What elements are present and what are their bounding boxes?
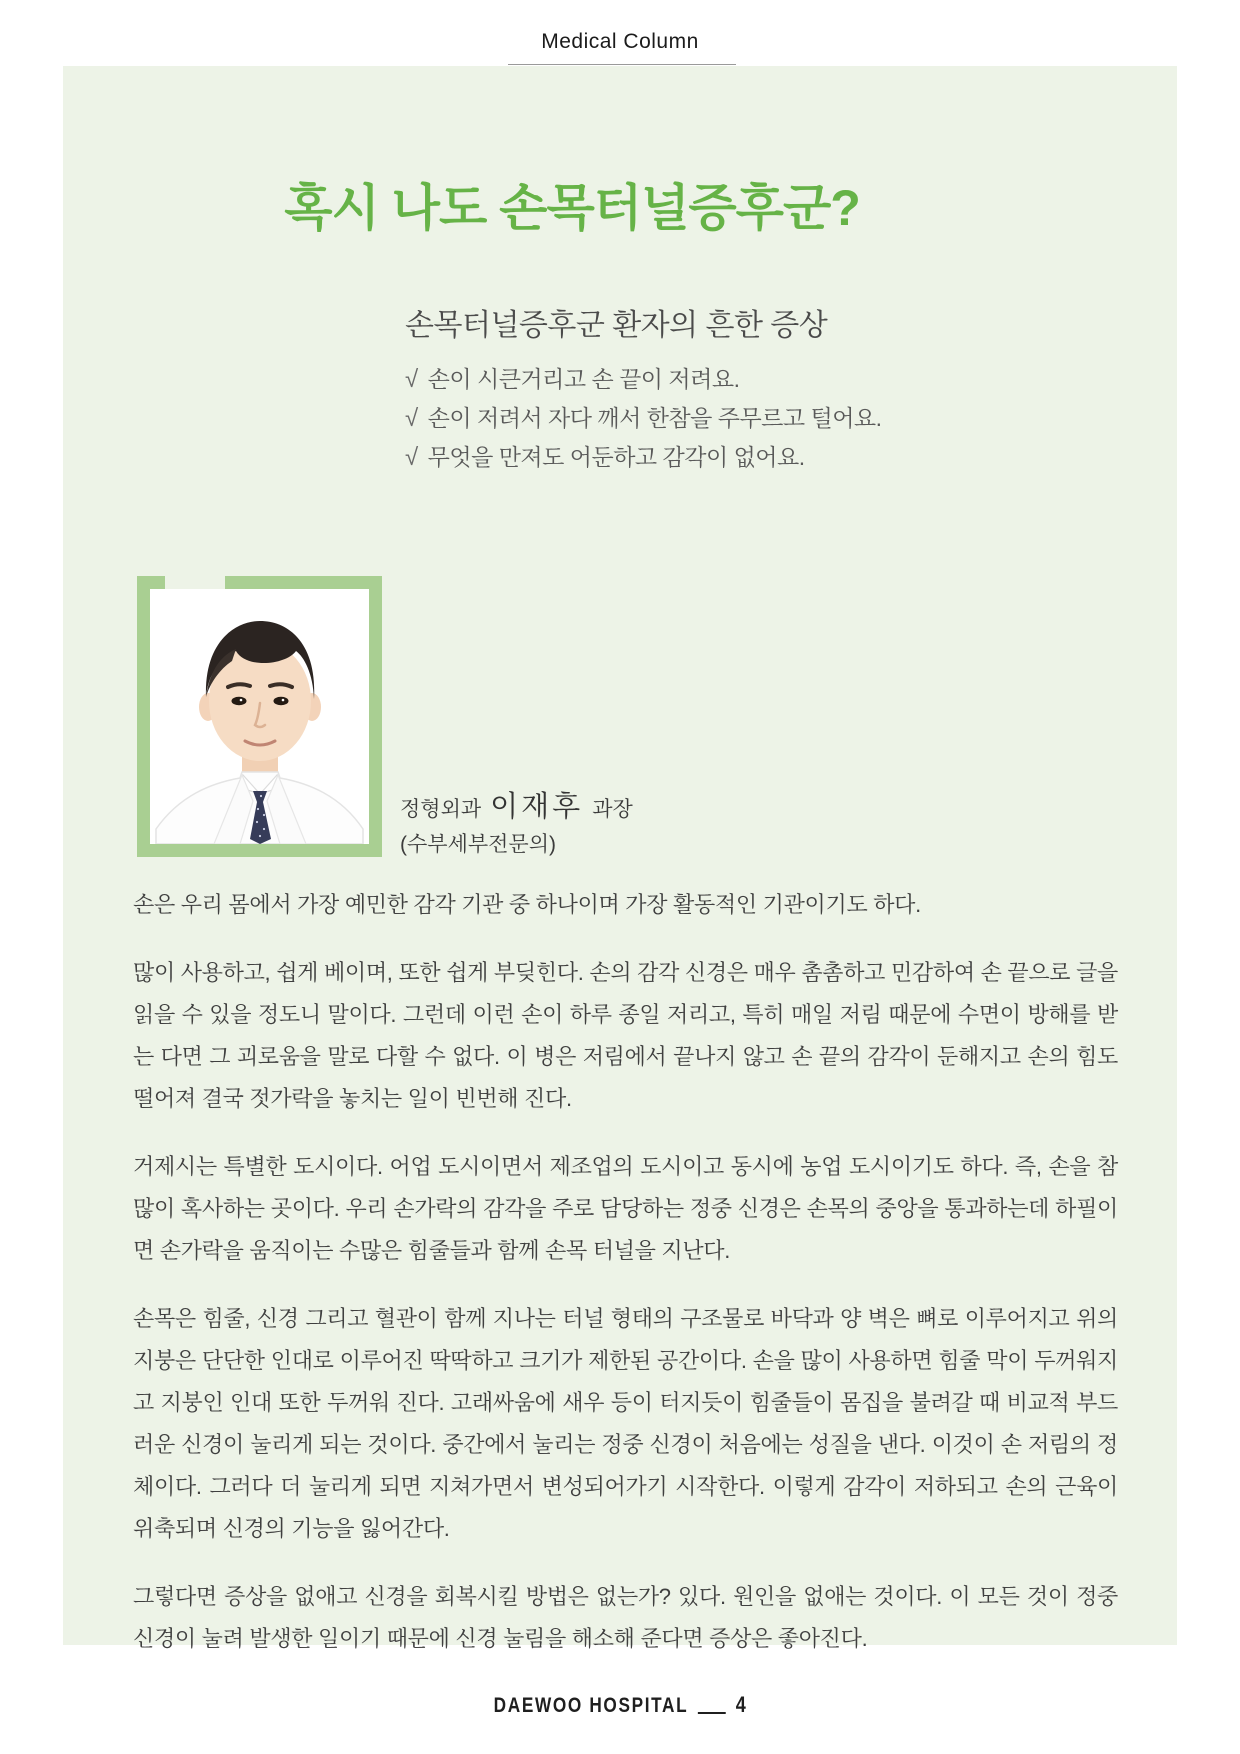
symptoms-heading: 손목터널증후군 환자의 흔한 증상 [405, 309, 828, 342]
footer-page-number: 4 [736, 1692, 747, 1717]
doctor-department: 정형외과 [400, 798, 482, 821]
symptom-item [405, 438, 882, 477]
symptoms-block [405, 300, 882, 477]
doctor-specialty: (수부세부전문의) [400, 833, 556, 856]
footer-dash [698, 1712, 726, 1714]
page-footer [0, 1692, 1240, 1718]
check-icon: √ [405, 444, 418, 471]
column-header-label: Medical Column [541, 30, 699, 53]
check-icon: √ [405, 366, 418, 393]
footer-inner [494, 1692, 746, 1718]
doctor-caption [400, 784, 633, 858]
header-divider [508, 64, 736, 65]
doctor-photo-frame [137, 576, 382, 857]
symptom-text: 무엇을 만져도 어둔하고 감각이 없어요. [427, 444, 805, 470]
footer-hospital-name: DAEWOO HOSPITAL [493, 1694, 689, 1717]
doctor-name: 이재후 [490, 791, 584, 823]
paragraph: 손목은 힘줄, 신경 그리고 혈관이 함께 지나는 터널 형태의 구조물로 바닥과 양 벽은 뼈로 이루어지고 위의 지붕은 단단한 인대로 이루어진 딱딱하고 크기가 제한된 공간이다. 손을 많이 사용하면 힘줄 막이 두꺼워지고 지붕인 인대 또한 두꺼워 진다. 고래싸움에 새우 등이 터지듯이 힘줄들이 몸집을 불려갈 때 비교적 부드러운 신경이 눌리게 되는 것이다. 중간에서 눌리는 정중 신경이 처음에는 성질을 낸다. 이것이 손 저림의 정체이다. 그러다 더 눌리게 되면 지쳐가면서 변성되어가기 시작한다. 이렇게 감각이 저하되고 손의 근육이 위축되며 신경의 기능을 잃어간다. [133, 1306, 1118, 1541]
doctor-job-title: 과장 [592, 798, 633, 821]
paragraph: 그렇다면 증상을 없애고 신경을 회복시킬 방법은 없는가? 있다. 원인을 없애는 것이다. 이 모든 것이 정중 신경이 눌려 발생한 일이기 때문에 신경 눌림을 해소해 준다면 증상은 좋아진다. [133, 1584, 1118, 1651]
check-icon: √ [405, 405, 418, 432]
symptom-text: 손이 시큰거리고 손 끝이 저려요. [427, 366, 740, 392]
article-title: 혹시 나도 손목터널증후군? [284, 180, 860, 236]
paragraph: 거제시는 특별한 도시이다. 어업 도시이면서 제조업의 도시이고 동시에 농업 도시이기도 하다. 즉, 손을 참 많이 혹사하는 곳이다. 우리 손가락의 감각을 주로 담당하는 정중 신경은 손목의 중앙을 통과하는데 하필이면 손가락을 움직이는 수많은 힘줄들과 함께 손목 터널을 지난다. [133, 1154, 1118, 1263]
symptom-item [405, 360, 882, 399]
paragraph: 많이 사용하고, 쉽게 베이며, 또한 쉽게 부딪힌다. 손의 감각 신경은 매우 촘촘하고 민감하여 손 끝으로 글을 읽을 수 있을 정도니 말이다. 그런데 이런 손이 하루 종일 저리고, 특히 매일 저림 때문에 수면이 방해를 받는 다면 그 괴로움을 말로 다할 수 없다. 이 병은 저림에서 끝나지 않고 손 끝의 감각이 둔해지고 손의 힘도 떨어져 결국 젓가락을 놓치는 일이 빈번해 진다. [133, 960, 1119, 1111]
symptom-list [405, 360, 882, 477]
paragraph: 손은 우리 몸에서 가장 예민한 감각 기관 중 하나이며 가장 활동적인 기관이기도 하다. [133, 892, 921, 917]
doctor-portrait-photo [150, 589, 369, 844]
doctor-name-line [400, 784, 633, 825]
article-body [133, 884, 1118, 1686]
symptom-item [405, 399, 882, 438]
symptom-text: 손이 저려서 자다 깨서 한참을 주무르고 털어요. [427, 405, 882, 431]
frame-notch [165, 576, 225, 589]
